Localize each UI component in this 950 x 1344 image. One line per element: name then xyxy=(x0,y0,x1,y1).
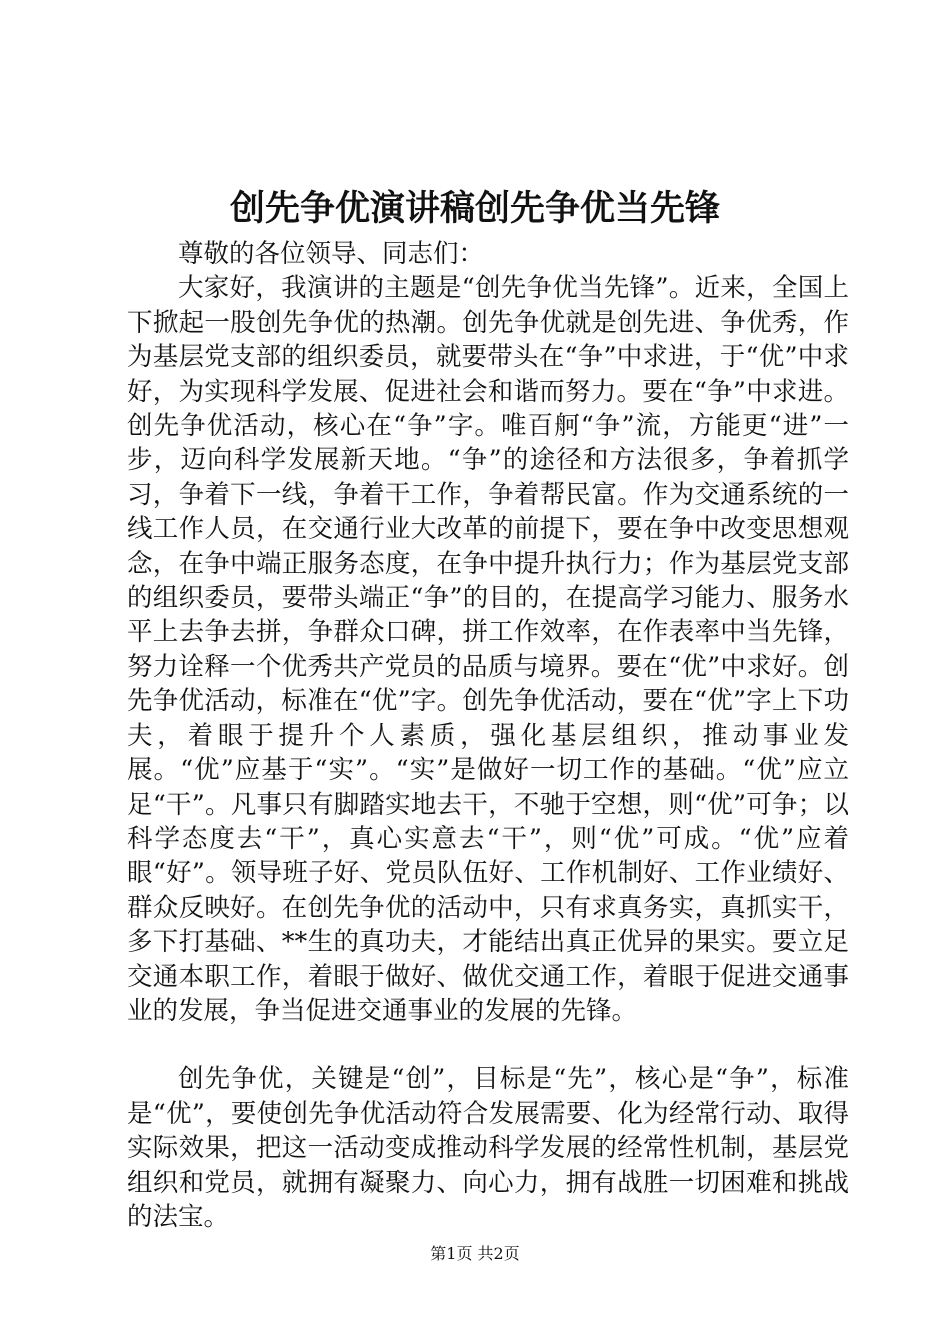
document-title: 创先争优演讲稿创先争优当先锋 xyxy=(229,188,720,229)
salutation: 尊敬的各位领导、同志们： xyxy=(178,239,485,269)
page-footer: 第1页 共2页 xyxy=(430,1244,520,1263)
document-body xyxy=(127,237,849,1234)
body-paragraph-1: 大家好，我演讲的主题是“创先争优当先锋”。近来，全国上下掀起一股创先争优的热潮。创先争优就是创先进、争优秀，作为基层党支部的组织委员，就要带头在“争”中求进，于“优”中求好，为实现科学发展、促进社会和谐而努力。要在“争”中求进。创先争优活动，核心在“争”字。唯百舸“争”流，方能更“进”一步，迈向科学发展新天地。“争”的途径和方法很多，争着抓学习，争着下一线，争着干工作，争着帮民富。作为交通系统的一线工作人员，在交通行业大改革的前提下，要在争中改变思想观念，在争中端正服务态度，在争中提升执行力；作为基层党支部的组织委员，要带头端正“争”的目的，在提高学习能力、服务水平上去争去拼，争群众口碑，拼工作效率，在作表率中当先锋，努力诠释一个优秀共产党员的品质与境界。要在“优”中求好。创先争优活动，标准在“优”字。创先争优活动，要在“优”字上下功夫，着眼于提升个人素质，强化基层组织，推动事业发展。“优”应基于“实”。“实”是做好一切工作的基础。“优”应立足“干”。凡事只有脚踏实地去干，不驰于空想，则“优”可争；以科学态度去“干”，真心实意去“干”，则“优”可成。“优”应着眼“好”。领导班子好、党员队伍好、工作机制好、工作业绩好、群众反映好。在创先争优的活动中，只有求真务实，真抓实干，多下打基础、**生的真功夫，才能结出真正优异的果实。要立足交通本职工作，着眼于做好、做优交通工作，着眼于促进交通事业的发展，争当促进交通事业的发展的先锋。 xyxy=(127,273,849,1026)
body-paragraph-2: 创先争优，关键是“创”，目标是“先”，核心是“争”，标准是“优”，要使创先争优活动符合发展需要、化为经常行动、取得实际效果，把这一活动变成推动科学发展的经常性机制，基层党组织和党员，就拥有凝聚力、向心力，拥有战胜一切困难和挑战的法宝。 xyxy=(127,1064,849,1232)
